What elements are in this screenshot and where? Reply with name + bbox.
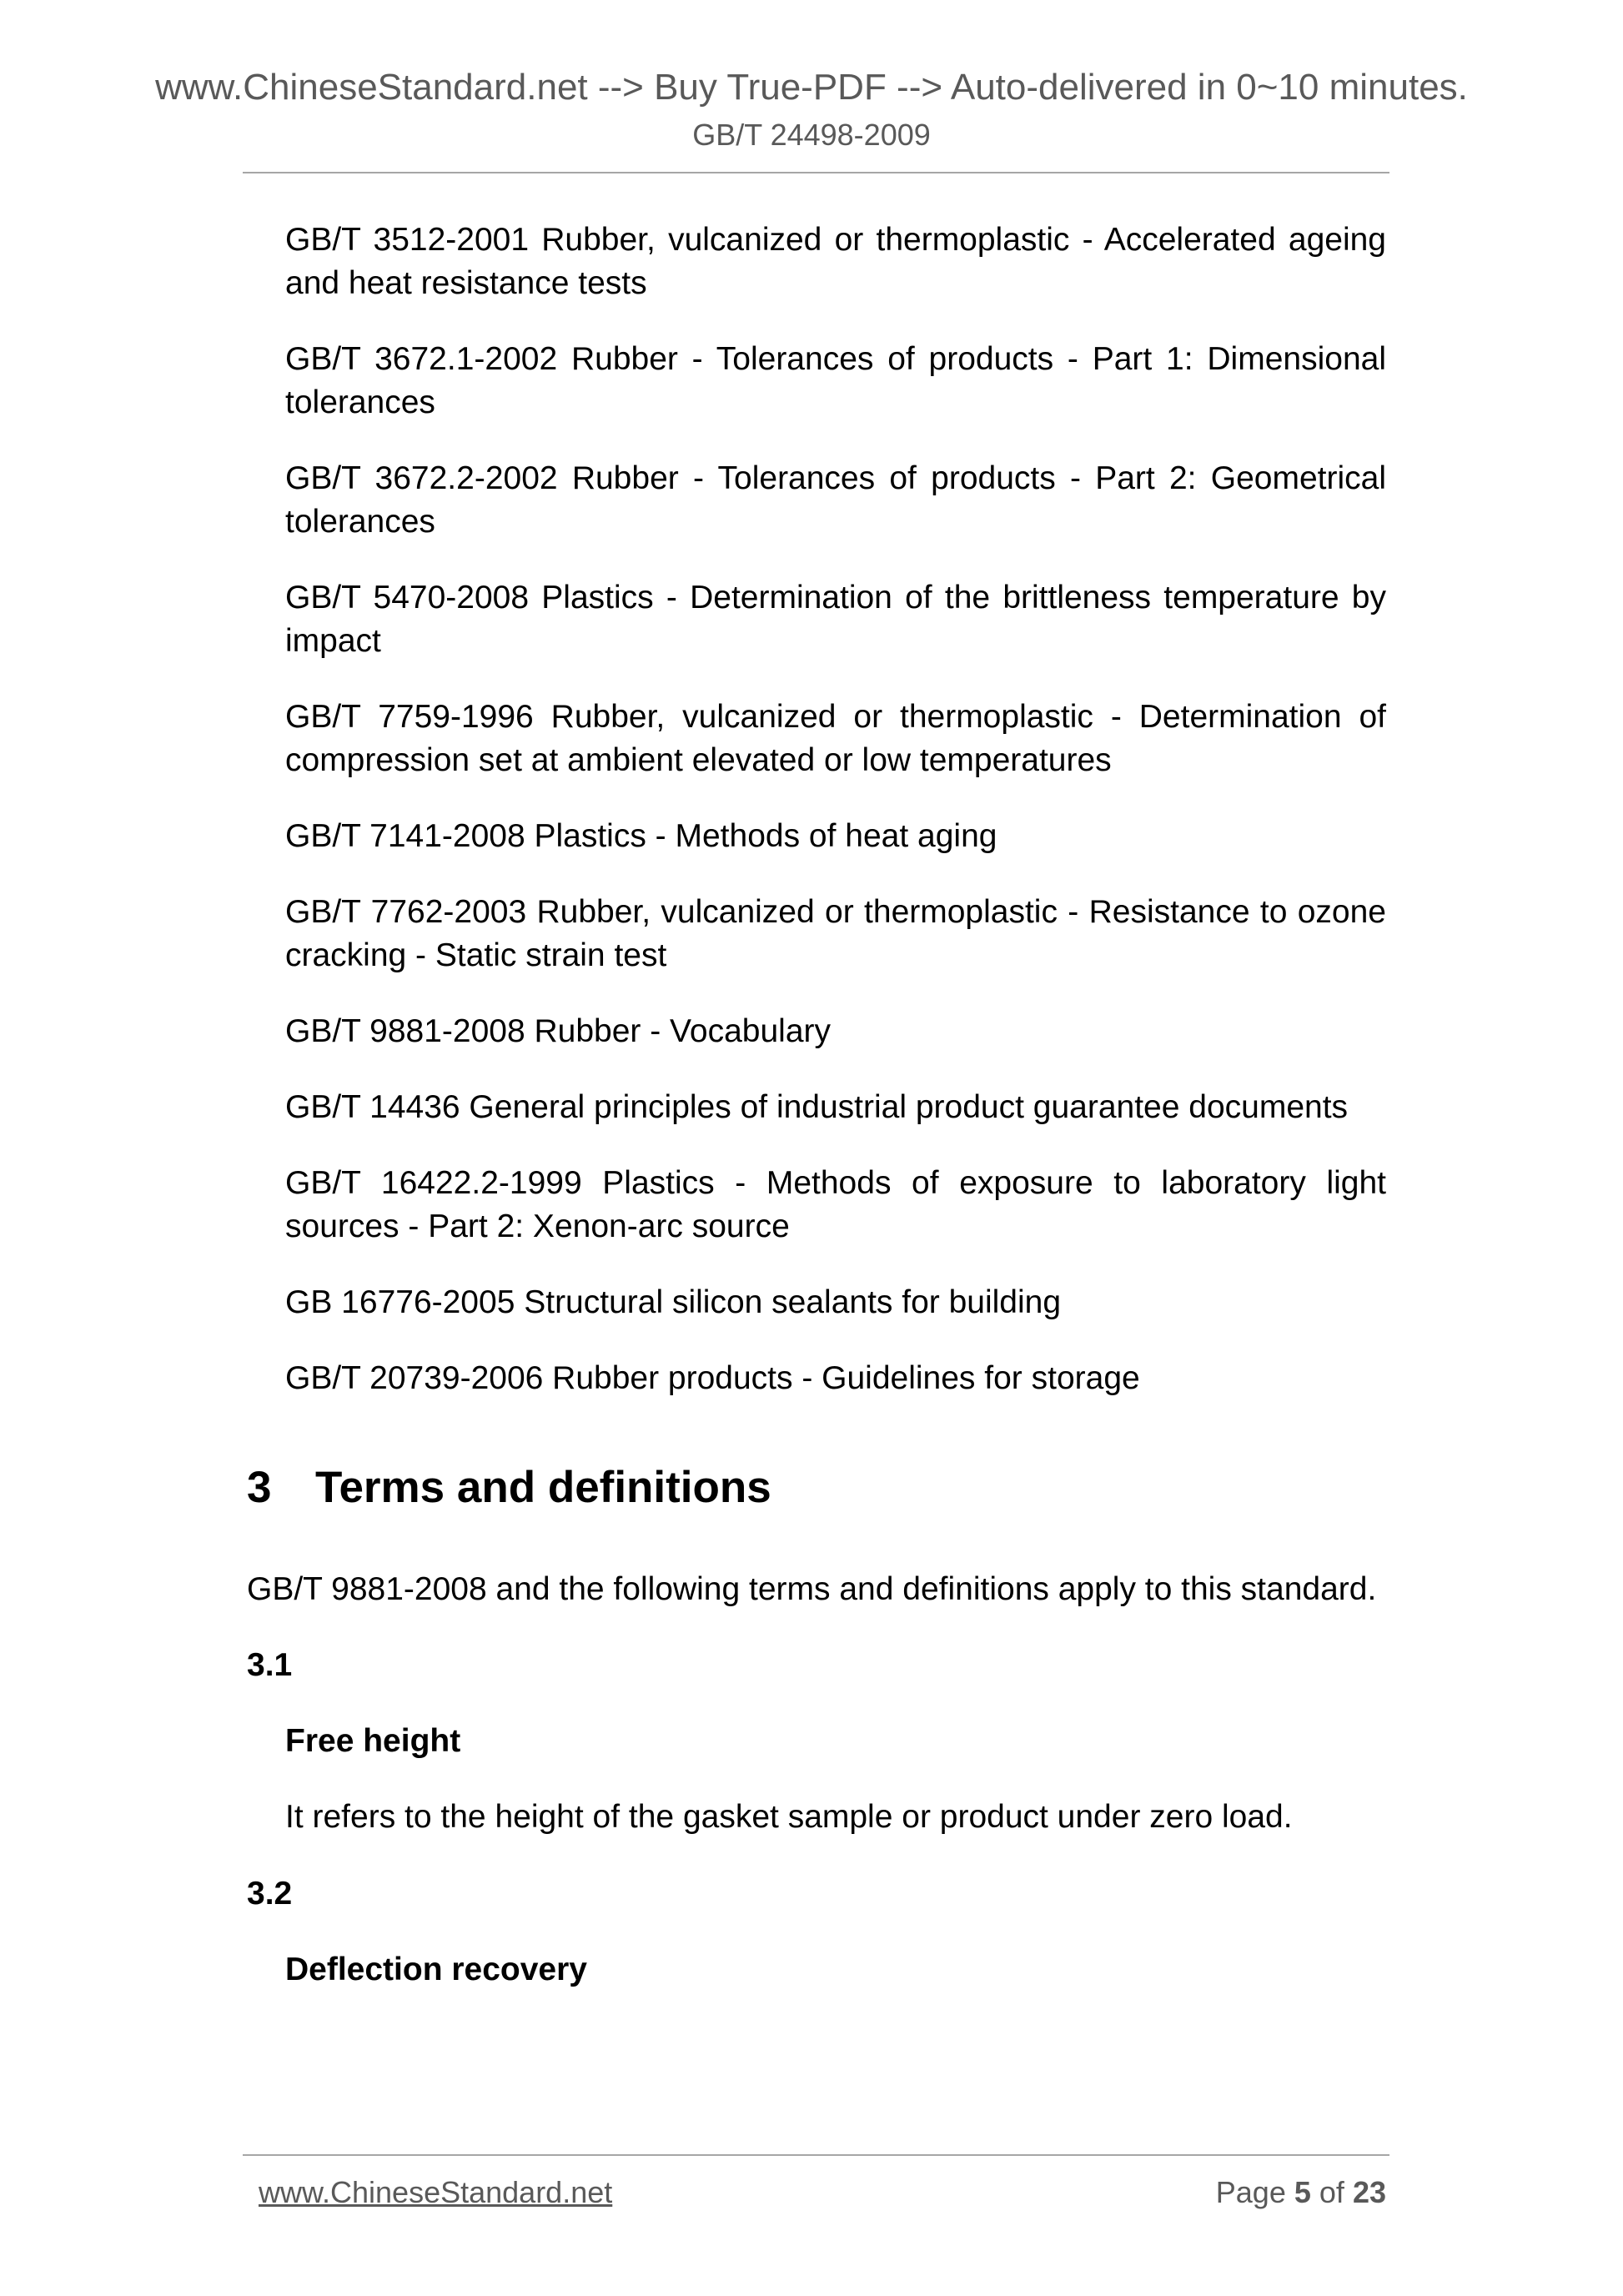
reference-item: GB/T 5470-2008 Plastics - Determination of the brittleness temperature by impact [285, 580, 1386, 659]
term-number: 3.2 [247, 1876, 293, 1912]
section-title: Terms and definitions [315, 1463, 771, 1512]
reference-item: GB/T 7759-1996 Rubber, vulcanized or thermoplastic - Determination of compression set at ambient elevated or low temperatures [285, 699, 1386, 778]
reference-item: GB/T 7762-2003 Rubber, vulcanized or thermoplastic - Resistance to ozone cracking - Static strain test [285, 894, 1386, 973]
reference-item: GB/T 16422.2-1999 Plastics - Methods of exposure to laboratory light sources - Part 2: Xenon-arc source [285, 1165, 1386, 1244]
section-number: 3 [247, 1463, 272, 1512]
header-banner: www.ChineseStandard.net --> Buy True-PDF --> Auto-delivered in 0~10 minutes. [155, 67, 1468, 108]
page-prefix: Page [1215, 2175, 1286, 2209]
reference-item: GB/T 3672.2-2002 Rubber - Tolerances of products - Part 2: Geometrical tolerances [285, 460, 1386, 540]
page-total: 23 [1352, 2175, 1386, 2209]
normative-references-list [285, 219, 1386, 1433]
reference-item: GB/T 14436 General principles of industrial product guarantee documents [285, 1089, 1349, 1125]
term-definition: It refers to the height of the gasket sample or product under zero load. [285, 1799, 1293, 1835]
term-number: 3.1 [247, 1647, 293, 1683]
section-heading [247, 1461, 771, 1515]
reference-item: GB/T 3512-2001 Rubber, vulcanized or thermoplastic - Accelerated ageing and heat resistance tests [285, 222, 1386, 301]
footer-divider [243, 2154, 1389, 2156]
reference-item: GB/T 9881-2008 Rubber - Vocabulary [285, 1013, 832, 1049]
reference-item: GB/T 7141-2008 Plastics - Methods of heat aging [285, 818, 997, 854]
reference-item: GB/T 3672.1-2002 Rubber - Tolerances of products - Part 1: Dimensional tolerances [285, 341, 1386, 420]
page-indicator [1216, 2173, 1386, 2212]
reference-item: GB 16776-2005 Structural silicon sealants for building [285, 1284, 1062, 1320]
term-name: Free height [285, 1723, 461, 1759]
term-name: Deflection recovery [285, 1952, 587, 1987]
header-divider [243, 172, 1389, 173]
footer-site-link[interactable]: www.ChineseStandard.net [259, 2175, 613, 2209]
page-current: 5 [1294, 2175, 1311, 2209]
header-standard-number: GB/T 24498-2009 [692, 118, 931, 152]
page-of: of [1319, 2175, 1344, 2209]
section-intro: GB/T 9881-2008 and the following terms and definitions apply to this standard. [247, 1571, 1377, 1607]
reference-item: GB/T 20739-2006 Rubber products - Guidelines for storage [285, 1360, 1140, 1396]
